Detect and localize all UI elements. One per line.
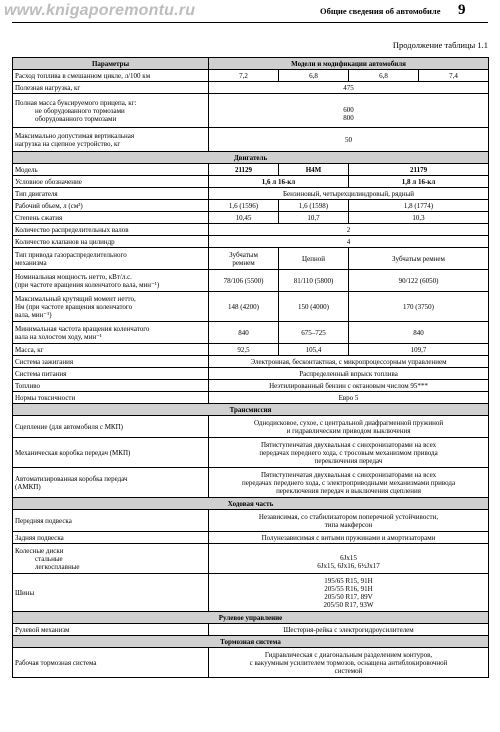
cell-value (209, 648, 489, 678)
cell-value: Евро 5 (209, 392, 489, 404)
cell-value (209, 544, 489, 574)
table-row (13, 544, 489, 574)
cell-value: Распределенный впрыск топлива (209, 368, 489, 380)
table-row (13, 70, 489, 82)
cell-value: 1,8 л 16-кл (349, 176, 489, 188)
site-watermark: www.knigaporemontu.ru (4, 2, 196, 19)
row-label: Шины (13, 574, 209, 612)
value-line: переключения передач (314, 456, 383, 465)
cell-value (209, 574, 489, 612)
table-row (13, 176, 489, 188)
section-title: Тормозная система (13, 636, 489, 648)
label-line: вала, мин⁻¹) (15, 310, 52, 319)
row-label: Рулевой механизм (13, 624, 209, 636)
table-row (13, 468, 489, 498)
label-line: Максимально допустимая вертикальная (15, 131, 135, 140)
running-head: Общие сведения об автомобиле (320, 6, 441, 16)
cell-value: 840 (349, 322, 489, 344)
cell-value (209, 94, 489, 128)
cell-value: 90/122 (6050) (349, 270, 489, 292)
header-models: Модели и модификации автомобиля (209, 58, 489, 70)
row-label: Масса, кг (13, 344, 209, 356)
header-rule (12, 22, 488, 23)
row-label: Рабочая тормозная система (13, 648, 209, 678)
cell-value: 1,6 (1598) (279, 200, 349, 212)
section-header-brakes (13, 636, 489, 648)
table-row (13, 648, 489, 678)
label-line: нагрузка на сцепное устройство, кг (15, 139, 121, 148)
table-row (13, 368, 489, 380)
cell-value: 1,8 (1774) (349, 200, 489, 212)
row-label: Количество клапанов на цилиндр (13, 236, 209, 248)
cell-value: 6,8 (279, 70, 349, 82)
row-label: Расход топлива в смешанном цикле, л/100 км (13, 70, 209, 82)
section-header-engine (13, 152, 489, 164)
cell-value (209, 248, 279, 270)
section-header-transmission (13, 404, 489, 416)
cell-value: 7,4 (419, 70, 489, 82)
cell-value: 2 (209, 224, 489, 236)
table-row (13, 392, 489, 404)
cell-value: 150 (4000) (279, 292, 349, 322)
label-line: Тип привода газораспределительного (15, 250, 127, 259)
label-line: Номинальная мощность нетто, кВт/л.с. (15, 272, 132, 281)
cell-value (209, 416, 489, 438)
row-label: Система питания (13, 368, 209, 380)
row-label: Тип двигателя (13, 188, 209, 200)
value-line: с вакуумным усилителем тормозов, оснащена антиблокировочной (249, 658, 448, 667)
table-row (13, 128, 489, 152)
value-line: переключения передач и выключения сцепления (276, 486, 421, 495)
row-label: Система зажигания (13, 356, 209, 368)
value-line: передачах переднего хода, с тросовым механизмом привода (259, 448, 438, 457)
value-line: и гидравлическим приводом выключения (286, 426, 411, 435)
table-header-row (13, 58, 489, 70)
table-row (13, 574, 489, 612)
row-label (13, 128, 209, 152)
cell-value: 92,5 (209, 344, 279, 356)
cell-value: 1,6 (1596) (209, 200, 279, 212)
row-label (13, 322, 209, 344)
row-label: Модель (13, 164, 209, 176)
table-row (13, 416, 489, 438)
label-line: Нм (при частоте вращения коленчатого (15, 302, 133, 311)
row-label (13, 468, 209, 498)
label-line: (при частоте вращения коленчатого вала, мин⁻¹) (15, 280, 160, 289)
row-label (13, 248, 209, 270)
section-title: Рулевое управление (13, 612, 489, 624)
table-row (13, 200, 489, 212)
table-row (13, 532, 489, 544)
value-line: Пятиступенчатая двухвальная с синхронизаторами на всех (260, 470, 437, 479)
label-line: легкосплавные (35, 562, 80, 571)
row-label: Условное обозначение (13, 176, 209, 188)
table-row (13, 248, 489, 270)
value-line: 205/50 R17, 93W (323, 600, 374, 609)
cell-value: 81/110 (5800) (279, 270, 349, 292)
label-line: (АМКП) (15, 482, 41, 491)
table-row (13, 438, 489, 468)
value-line: 205/50 R17, 89V (324, 592, 373, 601)
section-title: Трансмиссия (13, 404, 489, 416)
page-number: 9 (458, 2, 466, 18)
cell-value: Полунезависимая с витыми пружинами и амортизаторами (209, 532, 489, 544)
table-row (13, 270, 489, 292)
label-line: оборудованного тормозами (35, 114, 117, 123)
table-row (13, 356, 489, 368)
row-label: Степень сжатия (13, 212, 209, 224)
label-line: механизма (15, 258, 47, 267)
cell-value: 105,4 (279, 344, 349, 356)
row-label: Топливо (13, 380, 209, 392)
value-line: Независимая, со стабилизатором поперечной устойчивости, (258, 512, 439, 521)
cell-value: 170 (3750) (349, 292, 489, 322)
value-line: Зубчатым (229, 250, 258, 259)
label-line: Максимальный крутящий момент нетто, (15, 294, 136, 303)
row-label (13, 544, 209, 574)
value-line: 6Jx15 (340, 553, 357, 562)
table-row (13, 236, 489, 248)
value-line: 800 (343, 113, 354, 122)
cell-value: 10,7 (279, 212, 349, 224)
table-row (13, 212, 489, 224)
cell-value: Неэтилированный бензин с октановым числом 95*** (209, 380, 489, 392)
cell-value: 475 (209, 82, 489, 94)
section-title: Двигатель (13, 152, 489, 164)
header-params: Параметры (13, 58, 209, 70)
value-line: Однодисковое, сухое, с центральной диафрагменной пружиной (253, 418, 444, 427)
cell-value: 21179 (349, 164, 489, 176)
cell-value: H4M (279, 164, 349, 176)
cell-value (209, 438, 489, 468)
label-line: не оборудованного тормозами (35, 106, 125, 115)
cell-value: 148 (4200) (209, 292, 279, 322)
value-line: Гидравлическая с диагональным разделением контуров, (264, 650, 433, 659)
row-label: Рабочий объем, л (см³) (13, 200, 209, 212)
cell-value: 21129 (209, 164, 279, 176)
cell-value (209, 510, 489, 532)
cell-value: 840 (209, 322, 279, 344)
cell-value: 1,6 л 16-кл (209, 176, 349, 188)
label-line: стальные (35, 554, 63, 563)
label-line: вала на холостом ходу, мин⁻¹ (15, 332, 102, 341)
table-row (13, 188, 489, 200)
table-row (13, 510, 489, 532)
label-line: Автоматизированная коробка передач (15, 474, 128, 483)
table-row (13, 322, 489, 344)
label-line: Полная масса буксируемого прицепа, кг: (15, 98, 137, 107)
value-line: 205/55 R16, 91H (324, 584, 373, 593)
specifications-table (12, 57, 489, 678)
cell-value: Цепной (279, 248, 349, 270)
value-line: ремнем (232, 258, 255, 267)
row-label (13, 94, 209, 128)
row-label (13, 270, 209, 292)
table-continuation-caption: Продолжение таблицы 1.1 (392, 40, 488, 50)
label-line: Минимальная частота вращения коленчатого (15, 324, 150, 333)
table-row (13, 380, 489, 392)
table-row (13, 624, 489, 636)
section-header-chassis (13, 498, 489, 510)
cell-value: 675–725 (279, 322, 349, 344)
cell-value: Бензиновый, четырехцилиндровый, рядный (209, 188, 489, 200)
cell-value: 7,2 (209, 70, 279, 82)
row-label: Полезная нагрузка, кг (13, 82, 209, 94)
table-row (13, 292, 489, 322)
cell-value: 10,45 (209, 212, 279, 224)
value-line: типа макферсон (324, 520, 373, 529)
cell-value: Шестерня-рейка с электрогидроусилителем (209, 624, 489, 636)
table-row (13, 224, 489, 236)
value-line: Пятиступенчатая двухвальная с синхронизаторами на всех (260, 440, 437, 449)
cell-value: 109,7 (349, 344, 489, 356)
value-line: 6Jx15, 6Jx16, 6½Jx17 (317, 561, 380, 570)
cell-value: 6,8 (349, 70, 419, 82)
section-title: Ходовая часть (13, 498, 489, 510)
cell-value: Зубчатым ремнем (349, 248, 489, 270)
label-line: Колесные диски (15, 546, 64, 555)
row-label (13, 292, 209, 322)
cell-value: 50 (209, 128, 489, 152)
table-row (13, 164, 489, 176)
section-header-steering (13, 612, 489, 624)
row-label: Передняя подвеска (13, 510, 209, 532)
row-label: Механическая коробка передач (МКП) (13, 438, 209, 468)
table-row (13, 344, 489, 356)
row-label: Задняя подвеска (13, 532, 209, 544)
value-line: 195/65 R15, 91H (324, 576, 373, 585)
cell-value: 4 (209, 236, 489, 248)
cell-value: Электронная, бесконтактная, с микропроцессорным управлением (209, 356, 489, 368)
cell-value: 78/106 (5500) (209, 270, 279, 292)
cell-value (209, 468, 489, 498)
row-label: Нормы токсичности (13, 392, 209, 404)
table-row (13, 94, 489, 128)
value-line: 600 (343, 105, 354, 114)
cell-value: 10,3 (349, 212, 489, 224)
value-line: передачах переднего хода, с электроприводными механизмами привода (241, 478, 456, 487)
row-label: Сцепление (для автомобиля с МКП) (13, 416, 209, 438)
value-line: системой (334, 666, 363, 675)
row-label: Количество распределительных валов (13, 224, 209, 236)
table-row (13, 82, 489, 94)
